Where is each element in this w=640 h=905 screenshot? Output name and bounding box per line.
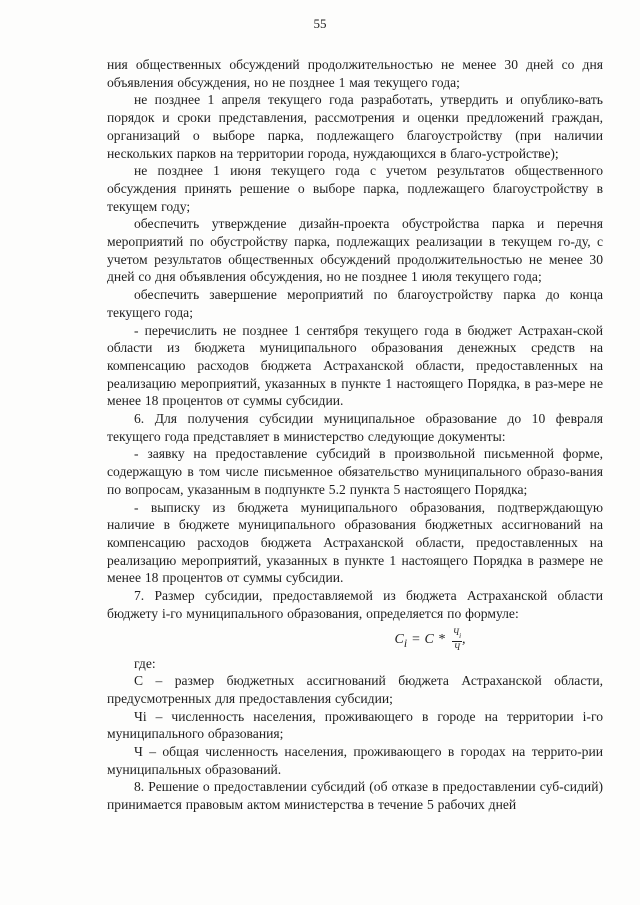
paragraph: - заявку на предоставление субсидий в произвольной письменной форме, содержащую в том числе письменное обязательство муниципального образо-вания по вопросам, указанным в подпункте 5.2 пункта 5 настоящего Порядка; [107, 446, 603, 497]
paragraph: обеспечить завершение мероприятий по благоустройству парка до конца текущего года; [107, 287, 603, 320]
paragraph: обеспечить утверждение дизайн-проекта обустройства парка и перечня мероприятий по обустройству парка, подлежащих реализации в текущем го-ду, с учетом результатов общественных обсуждений продолжительностью не менее 30 дней со дня объявления обсуждения, но не позднее 1 июля текущего года; [107, 216, 603, 285]
document-body [107, 56, 603, 814]
subsidy-formula [107, 625, 603, 655]
paragraph: Ч – общая численность населения, проживающего в городах на террито-рии муниципальных образований. [107, 744, 603, 777]
paragraph: С – размер бюджетных ассигнований бюджета Астраханской области, предусмотренных для предоставления субсидии; [107, 673, 603, 706]
formula-lhs: C [394, 631, 404, 647]
formula-eq: = C * [411, 631, 445, 647]
formula-tail: , [462, 631, 466, 647]
paragraph: - перечислить не позднее 1 сентября текущего года в бюджет Астрахан-ской области из бюджета муниципального образования денежных средств на компенсацию расходов бюджета Астраханской области, предоставленных на реализацию мероприятий, указанных в пункте 1 настоящего Порядка, в раз-мере не менее 18 процентов от суммы субсидии. [107, 322, 603, 409]
paragraph: 6. Для получения субсидии муниципальное образование до 10 февраля текущего года представляет в министерство следующие документы: [107, 411, 603, 444]
page-number: 55 [313, 16, 327, 31]
paragraph: не позднее 1 апреля текущего года разработать, утвердить и опублико-вать порядок и сроки представления, рассмотрения и оценки предложений граждан, организаций о выборе парка, подлежащего благоустройству (при наличии нескольких парков на территории города, нуждающихся в благо-устройстве); [107, 92, 603, 161]
formula-fraction [452, 627, 462, 652]
formula-numerator: $Ч_i$ [452, 626, 462, 640]
paragraph: 8. Решение о предоставлении субсидий (об отказе в предоставлении суб-сидий) принимается правовым актом министерства в течение 5 рабочих дней [107, 779, 603, 813]
formula-lhs-sub: i [403, 636, 408, 650]
paragraph: где: [134, 655, 156, 671]
paragraph: не позднее 1 июня текущего года с учетом результатов общественного обсуждения принять решение о выборе парка, подлежащего благоустройству в текущем году; [107, 163, 603, 214]
paragraph: 7. Размер субсидии, предоставляемой из бюджета Астраханской области бюджету i-го муниципального образования, определяется по формуле: [107, 588, 603, 621]
paragraph: ния общественных обсуждений продолжительностью не менее 30 дней со дня объявления обсуждения, но не позднее 1 мая текущего года; [107, 57, 603, 90]
paragraph: - выписку из бюджета муниципального образования, подтверждающую наличие в бюджете муниципального образования бюджетных ассигнований на компенсацию расходов бюджета Астраханской области, предоставленных на реализацию мероприятий, указанных в пункте 1 настоящего Порядка в размере не менее 18 процентов от суммы субсидии. [107, 499, 603, 586]
formula-denominator: Ч [453, 641, 461, 652]
paragraph: Чi – численность населения, проживающего в городе на территории i-го муниципального образования; [107, 708, 603, 742]
